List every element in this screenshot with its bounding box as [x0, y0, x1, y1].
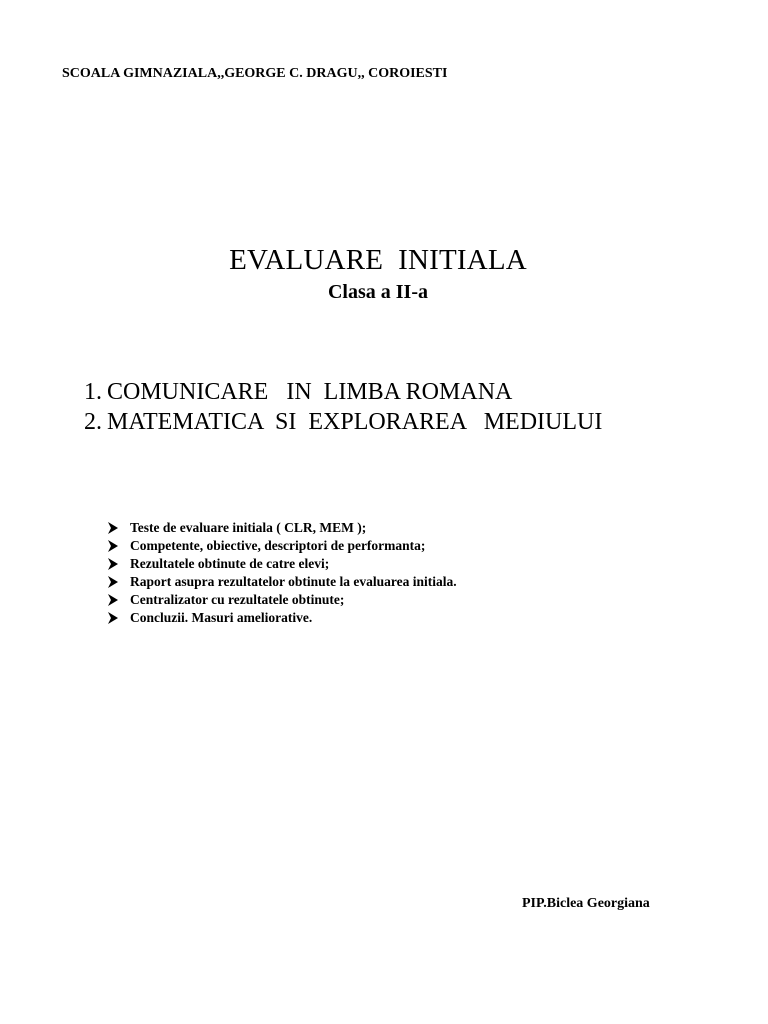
author-name: PIP.Biclea Georgiana — [522, 896, 650, 911]
list-item — [107, 555, 457, 573]
arrow-bullet-icon — [107, 609, 130, 627]
list-item-text: Rezultatele obtinute de catre elevi; — [130, 556, 330, 571]
subject-item — [84, 407, 602, 437]
arrow-bullet-icon — [107, 519, 130, 537]
list-item — [107, 573, 457, 591]
subject-number: 2. — [84, 409, 102, 435]
arrow-bullet-icon — [107, 537, 130, 555]
subject-label: COMUNICARE IN LIMBA ROMANA — [107, 379, 513, 405]
list-item-text: Concluzii. Masuri ameliorative. — [130, 610, 313, 625]
school-name: SCOALA GIMNAZIALA,,GEORGE C. DRAGU,, COROIESTI — [62, 66, 448, 81]
list-item — [107, 609, 457, 627]
subject-item — [84, 377, 602, 407]
arrow-bullet-icon — [107, 591, 130, 609]
arrow-bullet-icon — [107, 555, 130, 573]
subject-number: 1. — [84, 379, 102, 405]
list-item-text: Centralizator cu rezultatele obtinute; — [130, 592, 345, 607]
subjects-list — [84, 377, 602, 437]
subject-label: MATEMATICA SI EXPLORAREA MEDIULUI — [107, 409, 603, 435]
arrow-bullet-icon — [107, 573, 130, 591]
contents-list — [107, 519, 457, 627]
list-item-text: Raport asupra rezultatelor obtinute la evaluarea initiala. — [130, 574, 457, 589]
list-item — [107, 519, 457, 537]
list-item-text: Teste de evaluare initiala ( CLR, MEM ); — [130, 520, 367, 535]
list-item-text: Competente, obiective, descriptori de performanta; — [130, 538, 426, 553]
class-subtitle: Clasa a II-a — [327, 281, 428, 303]
list-item — [107, 591, 457, 609]
list-item — [107, 537, 457, 555]
document-title: EVALUARE INITIALA — [229, 244, 527, 276]
